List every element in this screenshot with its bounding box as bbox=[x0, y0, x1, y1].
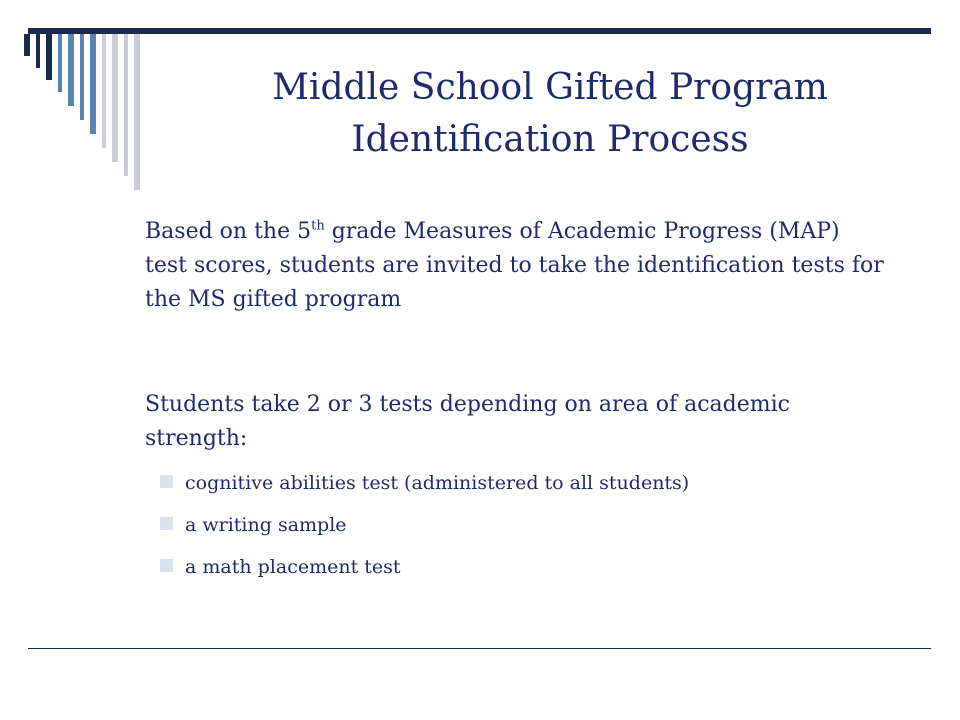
square-bullet-icon bbox=[160, 475, 173, 488]
paragraph-tests-intro: Students take 2 or 3 tests depending on area of academic strength: bbox=[145, 392, 790, 451]
slide-title bbox=[200, 62, 900, 166]
decorative-bar bbox=[124, 34, 128, 176]
decorative-bar bbox=[90, 34, 96, 134]
list-item bbox=[160, 554, 689, 596]
decorative-bar bbox=[36, 34, 40, 68]
decorative-bar bbox=[80, 34, 84, 120]
list-item-label: a math placement test bbox=[185, 556, 401, 578]
list-item-label: cognitive abilities test (administered to all students) bbox=[185, 472, 690, 494]
para1-text-start: Based on the 5 bbox=[145, 219, 312, 244]
list-item bbox=[160, 470, 689, 512]
paragraph-map-invitation bbox=[145, 215, 885, 317]
vertical-bars-icon bbox=[20, 34, 160, 204]
decorative-bar bbox=[46, 34, 52, 80]
decorative-bar bbox=[24, 34, 30, 56]
tests-list bbox=[160, 470, 689, 596]
square-bullet-icon bbox=[160, 517, 173, 530]
list-item bbox=[160, 512, 689, 554]
decorative-bar bbox=[58, 34, 62, 92]
decorative-bar bbox=[134, 34, 140, 190]
bottom-rule bbox=[28, 648, 931, 649]
decorative-bar bbox=[112, 34, 118, 162]
decorative-bar bbox=[68, 34, 74, 106]
para1-superscript: th bbox=[311, 218, 325, 234]
square-bullet-icon bbox=[160, 559, 173, 572]
decorative-bar bbox=[102, 34, 106, 148]
para1-text-end: grade Measures of Academic Progress (MAP) test scores, students are invited to take the identification tests for the MS gifted program bbox=[145, 219, 884, 312]
top-rule bbox=[28, 28, 931, 34]
title-line-1: Middle School Gifted Program bbox=[272, 67, 828, 108]
list-item-label: a writing sample bbox=[185, 514, 347, 536]
title-line-2: Identification Process bbox=[351, 119, 749, 160]
